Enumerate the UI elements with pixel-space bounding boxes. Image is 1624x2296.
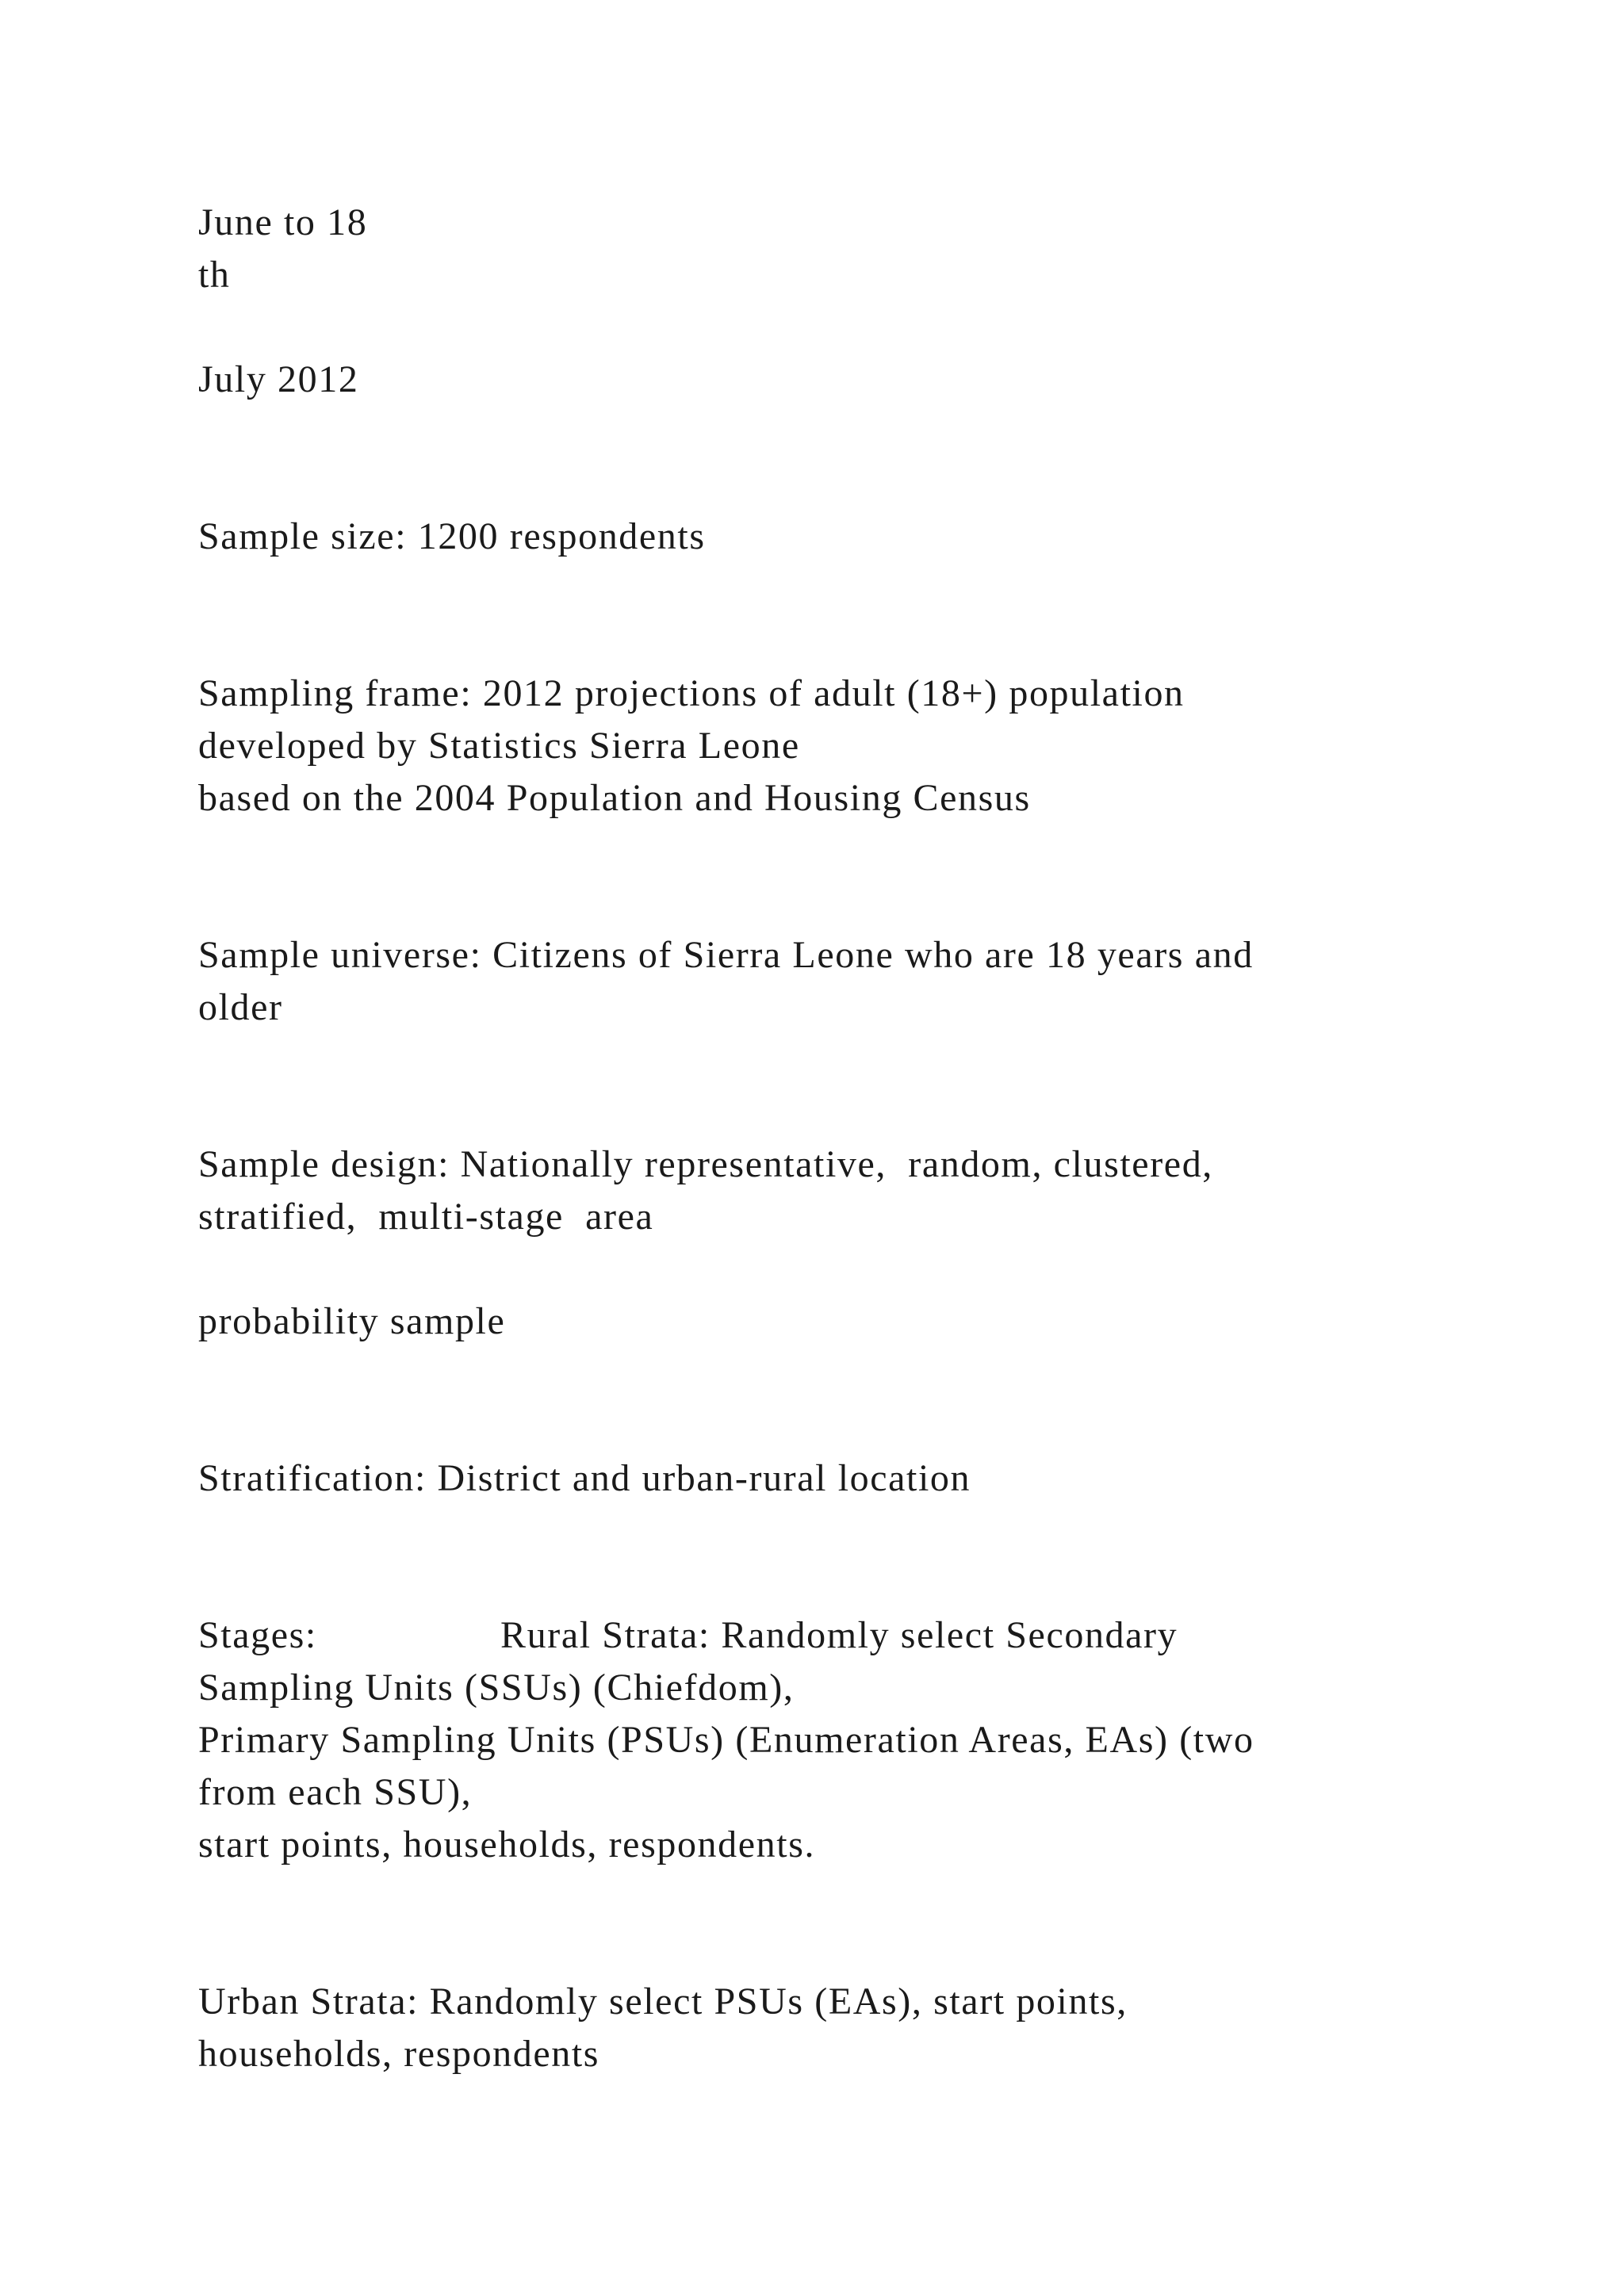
sample-universe-line-1: Sample universe: Citizens of Sierra Leone who are 18 years and <box>198 934 1254 976</box>
date-line-1: June to 18 <box>198 201 368 243</box>
sample-design-line-2: stratified, multi-stage area <box>198 1196 654 1238</box>
stages-line-3: Primary Sampling Units (PSUs) (Enumeration Areas, EAs) (two <box>198 1719 1254 1761</box>
date-line-3: July 2012 <box>198 358 359 400</box>
stages-line-5: start points, households, respondents. <box>198 1823 816 1866</box>
sampling-frame-line-3: based on the 2004 Population and Housing Census <box>198 777 1031 819</box>
sampling-frame-line-2: developed by Statistics Sierra Leone <box>198 725 800 767</box>
urban-strata-line-2: households, respondents <box>198 2033 600 2075</box>
sample-universe-line-2: older <box>198 986 283 1028</box>
stages-line-4: from each SSU), <box>198 1771 473 1813</box>
sample-size-line: Sample size: 1200 respondents <box>198 515 706 557</box>
stages-line-2: Sampling Units (SSUs) (Chiefdom), <box>198 1667 795 1709</box>
stratification-line: Stratification: District and urban-rural location <box>198 1457 971 1499</box>
urban-strata-line-1: Urban Strata: Randomly select PSUs (EAs), start points, <box>198 1980 1128 2022</box>
date-line-2: th <box>198 254 231 296</box>
stages-line-1: Stages: Rural Strata: Randomly select Secondary <box>198 1614 1178 1656</box>
sample-design-line-3: probability sample <box>198 1300 506 1342</box>
sampling-frame-line-1: Sampling frame: 2012 projections of adult (18+) population <box>198 672 1185 714</box>
sample-design-line-1: Sample design: Nationally representative, random, clustered, <box>198 1143 1213 1185</box>
